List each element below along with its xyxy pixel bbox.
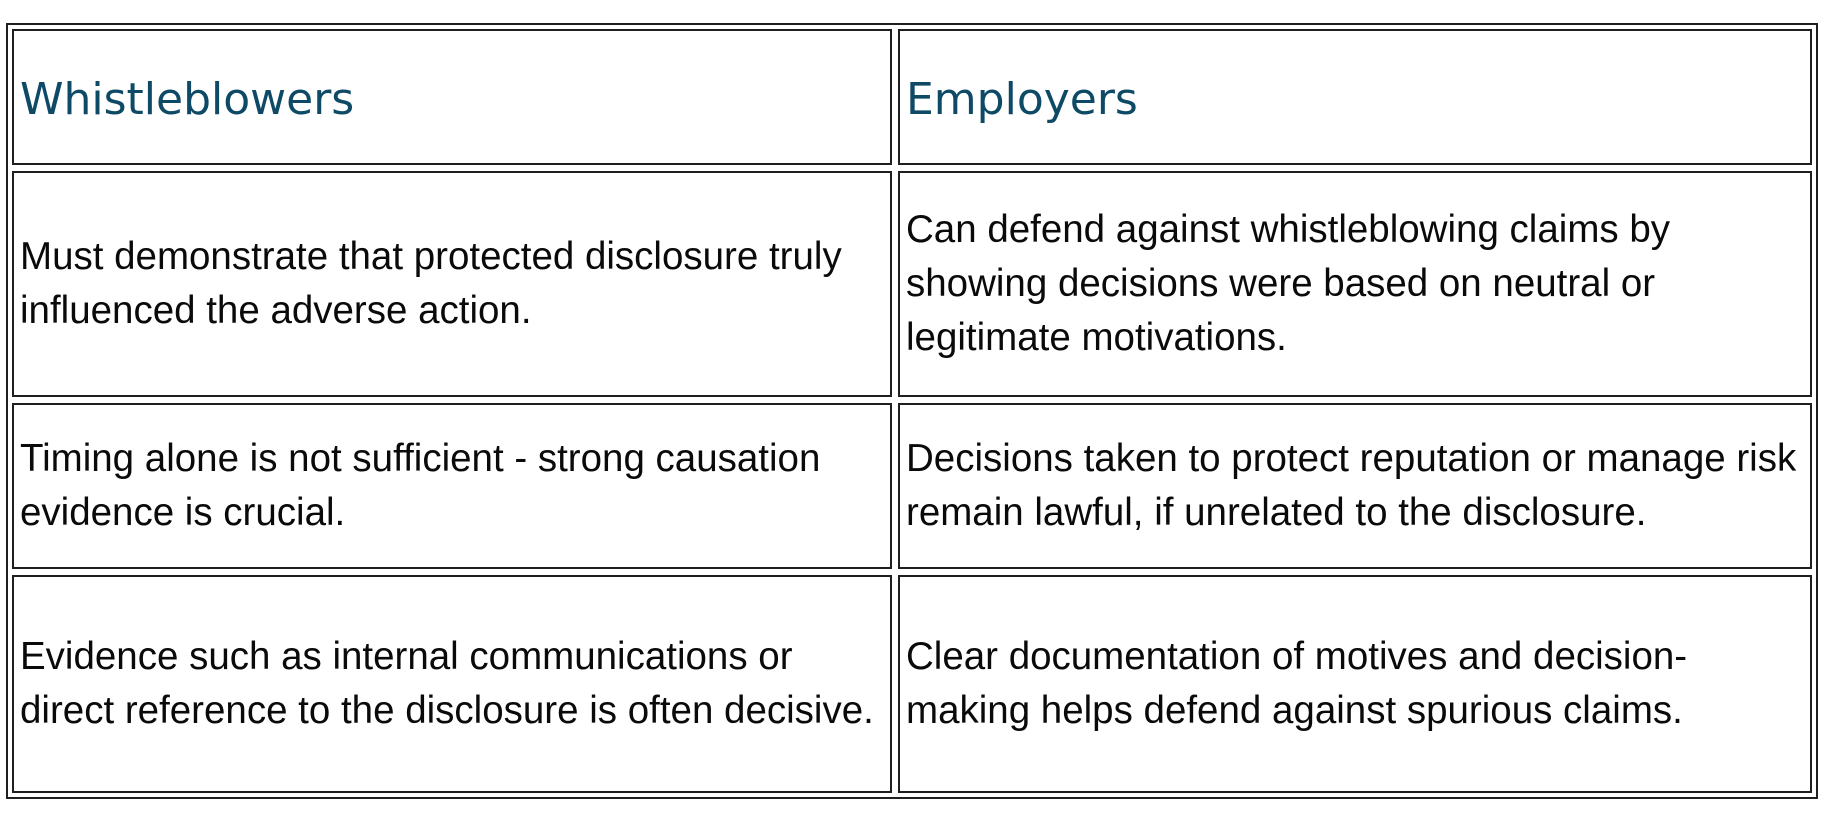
comparison-table	[6, 23, 1818, 799]
table-cell	[12, 403, 892, 569]
employer-point-2: Decisions taken to protect reputation or manage risk remain lawful, if unrelated to the disclosure.	[906, 437, 1797, 534]
header-employers: Employers	[906, 73, 1138, 125]
whistleblower-point-2: Timing alone is not sufficient - strong causation evidence is crucial.	[20, 437, 821, 534]
table-cell	[12, 171, 892, 397]
header-cell-employers	[898, 29, 1812, 165]
table-cell	[898, 403, 1812, 569]
table-cell	[898, 575, 1812, 793]
employer-point-3: Clear documentation of motives and decision-making helps defend against spurious claims.	[906, 635, 1688, 732]
whistleblower-point-3: Evidence such as internal communications or direct reference to the disclosure is often decisive.	[20, 635, 874, 732]
table-grid	[12, 29, 1812, 793]
header-cell-whistleblowers	[12, 29, 892, 165]
header-whistleblowers: Whistleblowers	[20, 73, 355, 125]
table-cell	[898, 171, 1812, 397]
table-cell	[12, 575, 892, 793]
employer-point-1: Can defend against whistleblowing claims by showing decisions were based on neutral or legitimate motivations.	[906, 208, 1671, 359]
whistleblower-point-1: Must demonstrate that protected disclosure truly influenced the adverse action.	[20, 235, 842, 332]
